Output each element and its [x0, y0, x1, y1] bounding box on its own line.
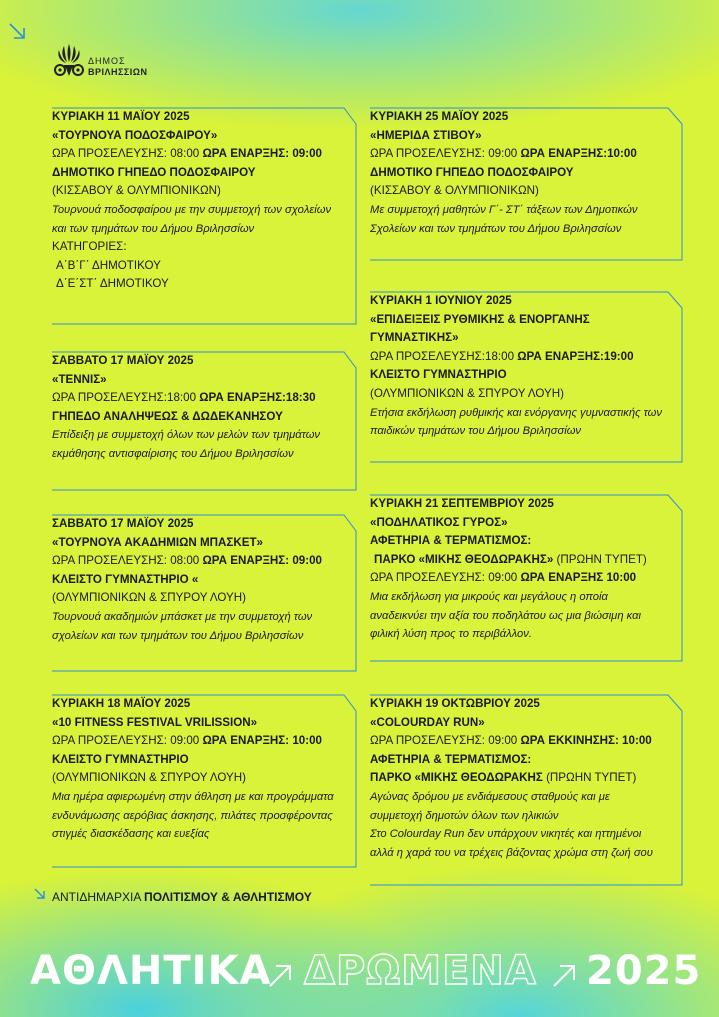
event-date: ΚΥΡΙΑΚΗ 25 ΜΑΪΟΥ 2025 [370, 110, 509, 123]
event-description: Μια εκδήλωση για μικρούς και μεγάλους η οποία [370, 590, 608, 603]
event-card [52, 108, 392, 294]
event-card [370, 108, 710, 238]
event-date: ΚΥΡΙΑΚΗ 18 ΜΑΪΟΥ 2025 [52, 697, 191, 710]
event-description: στιγμές διασκέδασης και ευεξίας [52, 828, 210, 841]
event-name-cont: ΓΥΜΝΑΣΤΙΚΗΣ» [370, 331, 459, 345]
event-description: Στο Colourday Run δεν υπάρχουν νικητές και ηττημένοι [370, 828, 642, 841]
event-date: ΚΥΡΙΑΚΗ 21 ΣΕΠΤΕΜΒΡΙΟΥ 2025 [370, 497, 554, 510]
event-name: «ΠΟΔΗΛΑΤΙΚΟΣ ΓΥΡΟΣ» [370, 515, 508, 529]
event-time: ΩΡΑ ΠΡΟΣΕΛΕΥΣΗΣ: 09:00 ΩΡΑ ΕΝΑΡΞΗΣ: 10:00 [52, 734, 322, 748]
event-address: (ΚΙΣΣΑΒΟΥ & ΟΛΥΜΠΙΟΝΙΚΩΝ) [370, 184, 539, 198]
event-date: ΣΑΒΒΑΤΟ 17 ΜΑΪΟΥ 2025 [52, 354, 194, 367]
event-venue: ΚΛΕΙΣΤΟ ΓΥΜΝΑΣΤΗΡΙΟ [52, 752, 189, 766]
event-category: Α΄Β΄Γ΄ ΔΗΜΟΤΙΚΟΥ [56, 258, 161, 272]
event-description: και των τμημάτων του Δήμου Βριλησσίων [52, 222, 255, 235]
event-time: ΩΡΑ ΠΡΟΣΕΛΕΥΣΗΣ: 08:00 ΩΡΑ ΕΝΑΡΞΗΣ: 09:00 [52, 147, 322, 161]
event-address: (ΟΛΥΜΠΙΟΝΙΚΩΝ & ΣΠΥΡΟΥ ΛΟΥΗ) [52, 771, 246, 785]
banner-word-1: ΑΘΛΗΤΙΚΑ [30, 948, 272, 994]
event-park: ΠΑΡΚΟ «ΜΙΚΗΣ ΘΕΟΔΩΡΑΚΗΣ» (ΠΡΩΗΝ ΤΥΠΕΤ) [374, 552, 647, 566]
arrow-icon [266, 960, 296, 990]
event-description: Μια ημέρα αφιερωμένη στην άθληση με και προγράμματα [52, 790, 334, 803]
event-name: «10 FITNESS FESTIVAL VRILISSION» [52, 715, 258, 729]
event-description: Αγώνας δρόμου με ενδιάμεσους σταθμούς και με [370, 790, 610, 803]
event-category: Δ΄Ε΄ΣΤ΄ ΔΗΜΟΤΙΚΟΥ [56, 277, 169, 291]
event-description: ενδυνάμωσης αερόβιας άσκησης, πιλάτες προσφέροντας [52, 809, 333, 822]
event-venue: ΔΗΜΟΤΙΚΟ ΓΗΠΕΔΟ ΠΟΔΟΣΦΑΙΡΟΥ [370, 165, 574, 179]
logo-line-1: ΔΗΜΟΣ [88, 56, 126, 66]
logo-line-2: ΒΡΙΛΗΣΣΙΩΝ [88, 67, 148, 77]
event-description: συμμετοχή δημοτών όλων των ηλικιών [370, 809, 559, 822]
event-description: παιδικών τμημάτων του Δήμου Βριλησσίων [370, 425, 582, 438]
event-card [52, 352, 392, 464]
event-name: «ΤΕΝΝΙΣ» [52, 372, 107, 386]
event-name: «ΤΟΥΡΝΟΥΑ ΠΟΔΟΣΦΑΙΡΟΥ» [52, 128, 218, 142]
event-description: αναδεικνύει την αξία του ποδηλάτου ως μια βιώσιμη και [370, 609, 641, 622]
event-time: ΩΡΑ ΠΡΟΣΕΛΕΥΣΗΣ: 09:00 ΩΡΑ ΕΚΚΙΝΗΣΗΣ: 10:00 [370, 734, 652, 748]
event-time: ΩΡΑ ΠΡΟΣΕΛΕΥΣΗΣ: 08:00 ΩΡΑ ΕΝΑΡΞΗΣ: 09:00 [52, 554, 322, 568]
event-card [370, 495, 710, 644]
municipality-logo [52, 40, 162, 84]
event-card [52, 515, 392, 645]
event-date: ΣΑΒΒΑΤΟ 17 ΜΑΪΟΥ 2025 [52, 517, 194, 530]
banner-year: 2025 [586, 948, 702, 994]
department-credit: ΑΝΤΙΔΗΜΑΡΧΙΑ ΠΟΛΙΤΙΣΜΟΥ & ΑΘΛΗΤΙΣΜΟΥ [52, 890, 312, 904]
event-venue: ΚΛΕΙΣΤΟ ΓΥΜΝΑΣΤΗΡΙΟ [370, 368, 507, 382]
banner-title [30, 948, 710, 1004]
event-name: «ΤΟΥΡΝΟΥΑ ΑΚΑΔΗΜΙΩΝ ΜΠΑΣΚΕΤ» [52, 535, 263, 549]
event-description: Ετήσια εκδήλωση ρυθμικής και ενόργανης γυμναστικής των [370, 406, 662, 419]
corner-arrow-icon [6, 20, 30, 44]
event-time: ΩΡΑ ΠΡΟΣΕΛΕΥΣΗΣ: 09:00 ΩΡΑ ΕΝΑΡΞΗΣ 10:00 [370, 571, 637, 585]
event-description: αλλά η χαρά του να τρέχεις βάζοντας χρώμα στη ζωή σου [370, 846, 653, 859]
event-description: Επίδειξη με συμμετοχή όλων των μελών των τμημάτων [52, 429, 320, 442]
event-categories-label: ΚΑΤΗΓΟΡΙΕΣ: [52, 240, 127, 254]
event-date: ΚΥΡΙΑΚΗ 11 ΜΑΪΟΥ 2025 [52, 110, 190, 123]
event-time: ΩΡΑ ΠΡΟΣΕΛΕΥΣΗΣ: 09:00 ΩΡΑ ΕΝΑΡΞΗΣ:10:00 [370, 147, 637, 161]
event-start-end: ΑΦΕΤΗΡΙΑ & ΤΕΡΜΑΤΙΣΜΟΣ: [370, 752, 532, 766]
event-description: σχολείων και των τμημάτων του Δήμου Βριλησσίων [52, 629, 304, 642]
event-description: Τουρνουά ακαδημιών μπάσκετ με την συμμετοχή των [52, 610, 313, 623]
arrow-icon [550, 960, 580, 990]
event-date: ΚΥΡΙΑΚΗ 1 ΙΟΥΝΙΟΥ 2025 [370, 294, 512, 307]
event-name: «ΕΠΙΔΕΙΞΕΙΣ ΡΥΘΜΙΚΗΣ & ΕΝΟΡΓΑΝΗΣ [370, 312, 590, 326]
event-start-end: ΑΦΕΤΗΡΙΑ & ΤΕΡΜΑΤΙΣΜΟΣ: [370, 534, 532, 548]
event-date: ΚΥΡΙΑΚΗ 19 ΟΚΤΩΒΡΙΟΥ 2025 [370, 697, 540, 710]
banner-word-2: ΔΡΩΜΕΝΑ [304, 948, 537, 994]
event-description: Σχολείων και των τμημάτων του Δήμου Βριλησσίων [370, 222, 622, 235]
event-address: (ΚΙΣΣΑΒΟΥ & ΟΛΥΜΠΙΟΝΙΚΩΝ) [52, 184, 221, 198]
event-description: φιλική λύση προς το περιβάλλον. [370, 628, 532, 641]
event-card [370, 292, 710, 441]
event-name: «COLOURDAY RUN» [370, 715, 485, 729]
event-time: ΩΡΑ ΠΡΟΣΕΛΕΥΣΗΣ:18:00 ΩΡΑ ΕΝΑΡΞΗΣ:19:00 [370, 349, 634, 363]
event-name: «ΗΜΕΡΙΔΑ ΣΤΙΒΟΥ» [370, 128, 482, 142]
event-card [370, 695, 710, 862]
event-venue: ΚΛΕΙΣΤΟ ΓΥΜΝΑΣΤΗΡΙΟ « [52, 572, 199, 586]
event-time: ΩΡΑ ΠΡΟΣΕΛΕΥΣΗΣ:18:00 ΩΡΑ ΕΝΑΡΞΗΣ:18:30 [52, 391, 316, 405]
event-venue: ΔΗΜΟΤΙΚΟ ΓΗΠΕΔΟ ΠΟΔΟΣΦΑΙΡΟΥ [52, 165, 256, 179]
event-description: Τουρνουά ποδοσφαίρου με την συμμετοχή των σχολείων [52, 203, 332, 216]
event-card [52, 695, 392, 844]
event-description: εκμάθησης αντισφαίρισης του Δήμου Βριλησσίων [52, 447, 294, 460]
arrow-icon [32, 886, 48, 902]
palmette-logo-icon [52, 40, 86, 80]
event-address: (ΟΛΥΜΠΙΟΝΙΚΩΝ & ΣΠΥΡΟΥ ΛΟΥΗ) [370, 386, 564, 400]
event-address: (ΟΛΥΜΠΙΟΝΙΚΩΝ & ΣΠΥΡΟΥ ΛΟΥΗ) [52, 591, 246, 605]
event-park: ΠΑΡΚΟ «ΜΙΚΗΣ ΘΕΟΔΩΡΑΚΗΣ (ΠΡΩΗΝ ΤΥΠΕΤ) [370, 771, 637, 785]
event-venue: ΓΗΠΕΔΟ ΑΝΑΛΗΨΕΩΣ & ΔΩΔΕΚΑΝΗΣΟΥ [52, 409, 283, 423]
event-description: Με συμμετοχή μαθητών Γ΄- ΣΤ΄ τάξεων των Δημοτικών [370, 203, 638, 216]
